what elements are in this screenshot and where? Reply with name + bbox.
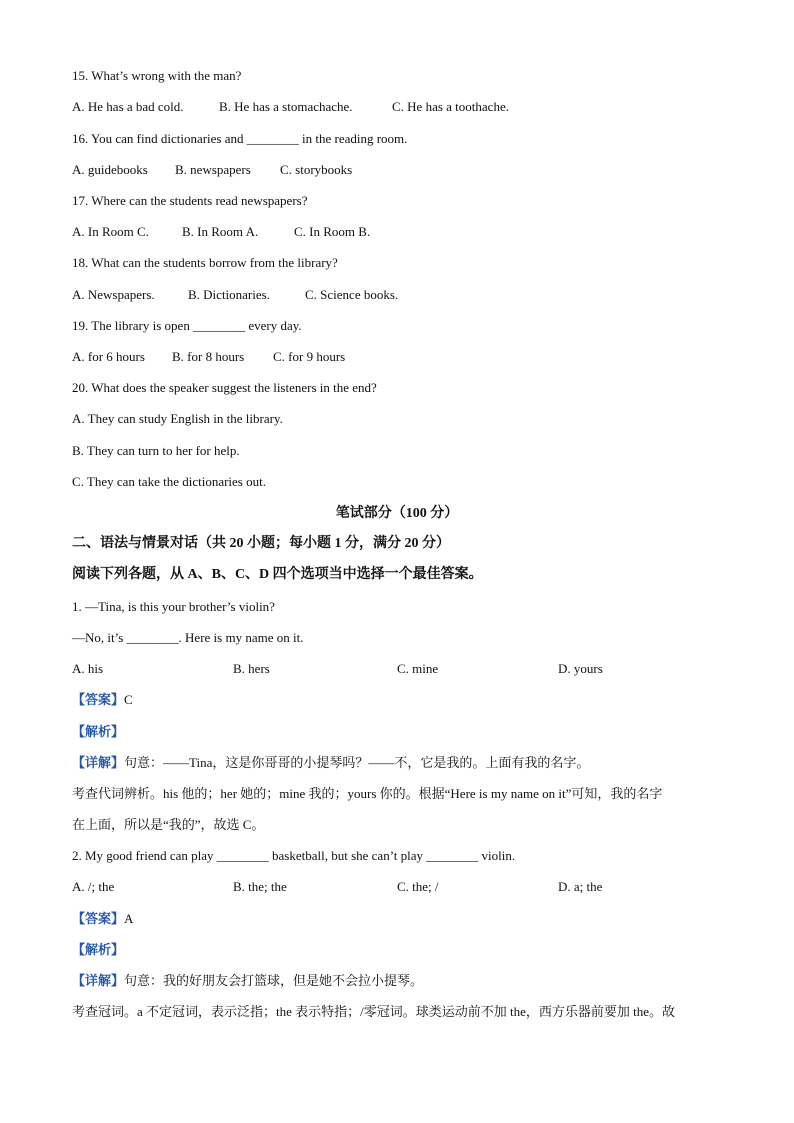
- option-18a: A. Newspapers.: [72, 287, 155, 302]
- analysis-tag-2: [72, 942, 124, 958]
- detail-1-line-3: 在上面，所以是“我的”，故选 C。: [72, 817, 265, 832]
- detail-text: 句意：我的好朋友会打篮球，但是她不会拉小提琴。: [124, 973, 424, 988]
- option-2c: C. the; /: [397, 879, 439, 894]
- option-16a: A. guidebooks: [72, 162, 148, 177]
- option-1c: C. mine: [397, 661, 439, 676]
- answer-1: [72, 692, 133, 708]
- option-15a: A. He has a bad cold.: [72, 99, 184, 114]
- detail-text: 句意：——Tina，这是你哥哥的小提琴吗？——不，它是我的。上面有我的名字。: [124, 755, 590, 770]
- question-19: 19. The library is open ________ every day.: [72, 318, 302, 333]
- option-15c: C. He has a toothache.: [392, 99, 509, 114]
- option-15b: B. He has a stomachache.: [219, 99, 353, 114]
- option-19a: A. for 6 hours: [72, 349, 145, 364]
- question-2-line-1: 2. My good friend can play ________ basketball, but she can’t play ________ violin.: [72, 848, 516, 863]
- option-18b: B. Dictionaries.: [188, 287, 270, 302]
- detail-2-line-1: [72, 973, 423, 989]
- answer-tag: 【答案】: [72, 911, 125, 926]
- option-20a: A. They can study English in the library.: [72, 411, 283, 426]
- option-18c: C. Science books.: [305, 287, 399, 302]
- option-1b: B. hers: [233, 661, 270, 676]
- detail-2-line-2: 考查冠词。a 不定冠词，表示泛指；the 表示特指；/零冠词。球类运动前不加 the，西方乐器前要加 the。故: [72, 1004, 676, 1019]
- answer-tag: 【答案】: [72, 692, 125, 707]
- answer-2: [72, 911, 133, 927]
- question-16: 16. You can find dictionaries and ________ in the reading room.: [72, 131, 408, 146]
- option-20c: C. They can take the dictionaries out.: [72, 474, 266, 489]
- section-heading: 二、语法与情景对话（共 20 小题；每小题 1 分，满分 20 分）: [72, 536, 450, 551]
- written-section-title: 笔试部分（100 分）: [335, 506, 459, 521]
- option-2d: D. a; the: [558, 879, 603, 894]
- option-1d: D. yours: [558, 661, 603, 676]
- answer-value: A: [124, 911, 134, 926]
- analysis-tag: 【解析】: [72, 942, 125, 957]
- analysis-tag: 【解析】: [72, 724, 125, 739]
- option-17b: B. In Room A.: [182, 224, 259, 239]
- question-1-line-1: 1. —Tina, is this your brother’s violin?: [72, 599, 275, 614]
- question-18: 18. What can the students borrow from the library?: [72, 255, 338, 270]
- detail-1-line-2: 考查代词辨析。his 他的；her 她的；mine 我的；yours 你的。根据“Here is my name on it”可知，我的名字: [72, 786, 663, 801]
- answer-value: C: [124, 692, 133, 707]
- question-1-line-2: —No, it’s ________. Here is my name on it.: [72, 630, 304, 645]
- detail-tag: 【详解】: [72, 755, 125, 770]
- option-16c: C. storybooks: [280, 162, 353, 177]
- option-17c: C. In Room B.: [294, 224, 371, 239]
- analysis-tag-1: [72, 724, 124, 740]
- option-19c: C. for 9 hours: [273, 349, 346, 364]
- option-19b: B. for 8 hours: [172, 349, 245, 364]
- question-20: 20. What does the speaker suggest the listeners in the end?: [72, 380, 377, 395]
- question-17: 17. Where can the students read newspapers?: [72, 193, 308, 208]
- option-2a: A. /; the: [72, 879, 115, 894]
- section-instruction: 阅读下列各题，从 A、B、C、D 四个选项当中选择一个最佳答案。: [72, 567, 483, 582]
- option-2b: B. the; the: [233, 879, 287, 894]
- detail-1-line-1: [72, 755, 589, 771]
- option-1a: A. his: [72, 661, 104, 676]
- detail-tag: 【详解】: [72, 973, 125, 988]
- option-17a: A. In Room C.: [72, 224, 149, 239]
- option-20b: B. They can turn to her for help.: [72, 443, 240, 458]
- question-15: 15. What’s wrong with the man?: [72, 68, 242, 83]
- option-16b: B. newspapers: [175, 162, 251, 177]
